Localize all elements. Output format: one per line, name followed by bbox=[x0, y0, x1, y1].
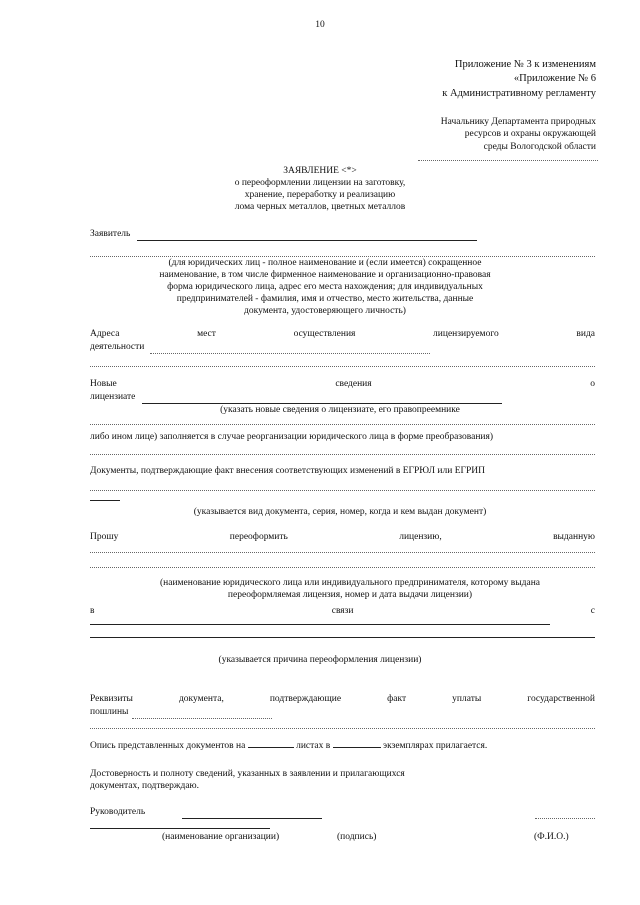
title-line: о переоформлении лицензии на заготовку, bbox=[234, 177, 406, 188]
title-line: лома черных металлов, цветных металлов bbox=[234, 201, 406, 212]
new-info-field-3[interactable] bbox=[90, 454, 595, 455]
word: уплаты bbox=[452, 694, 482, 704]
word: сведения bbox=[335, 379, 372, 389]
word: выданную bbox=[553, 532, 595, 542]
inventory-text: Опись представленных документов на bbox=[90, 741, 246, 751]
head-field[interactable] bbox=[182, 818, 322, 819]
text-line: документах, подтверждаю. bbox=[90, 781, 200, 792]
title-line: хранение, переработку и реализацию bbox=[244, 189, 396, 200]
new-info-row bbox=[90, 379, 595, 390]
head-name-field[interactable] bbox=[535, 818, 595, 819]
appendix-line: к Административному регламенту bbox=[442, 87, 596, 99]
new-info-hint1: (указать новые сведения о лицензиате, его правопреемнике bbox=[220, 405, 460, 415]
addresses-field-2[interactable] bbox=[90, 366, 595, 367]
request-field[interactable] bbox=[90, 552, 595, 553]
payment-row bbox=[90, 694, 595, 705]
appendix-header bbox=[336, 58, 596, 101]
new-info-field[interactable] bbox=[142, 403, 502, 404]
word: вида bbox=[576, 329, 595, 339]
word: связи bbox=[331, 606, 354, 616]
inventory-text: листах в bbox=[296, 741, 331, 751]
org-label: (наименование организации) bbox=[162, 832, 280, 842]
addresses-line2: деятельности bbox=[90, 342, 145, 352]
hint-line: переоформляемая лицензия, номер и дата выдачи лицензии) bbox=[227, 589, 473, 600]
addressee-blank[interactable] bbox=[418, 160, 598, 161]
new-info-line2: лицензиате bbox=[90, 392, 136, 402]
request-hint bbox=[130, 578, 570, 602]
addresses-field[interactable] bbox=[150, 353, 430, 354]
word: лицензируемого bbox=[433, 329, 499, 339]
addressee-line: среды Вологодской области bbox=[483, 141, 596, 152]
title-heading: ЗАЯВЛЕНИЕ <*> bbox=[283, 166, 357, 176]
word: факт bbox=[387, 694, 407, 704]
applicant-label: Заявитель bbox=[90, 229, 131, 239]
hint-line: наименование, в том числе фирменное наименование и организационно-правовая bbox=[159, 269, 491, 280]
hint-line: форма юридического лица, адрес его места нахождения; для индивидуальных bbox=[167, 281, 483, 292]
addressee-line: ресурсов и охраны окружающей bbox=[464, 129, 596, 140]
copies-field[interactable] bbox=[333, 747, 381, 748]
reliability-text bbox=[90, 768, 405, 793]
reason-field[interactable] bbox=[90, 624, 550, 625]
addresses-row bbox=[90, 329, 595, 340]
documents-hint: (указывается вид документа, серия, номер, когда и кем выдан документ) bbox=[193, 507, 487, 517]
sign-label: (подпись) bbox=[337, 832, 377, 842]
reason-field-2[interactable] bbox=[90, 637, 595, 638]
inventory-row bbox=[90, 741, 487, 752]
new-info-hint2: либо ином лице) заполняется в случае реорганизации юридического лица в форме преобразования) bbox=[90, 432, 494, 442]
sheets-field[interactable] bbox=[248, 747, 294, 748]
word: о bbox=[590, 379, 595, 389]
request-field-2[interactable] bbox=[90, 567, 595, 568]
appendix-line: Приложение № 3 к изменениям bbox=[454, 59, 596, 70]
request-reason-row bbox=[90, 606, 595, 617]
word: Новые bbox=[90, 379, 117, 389]
payment-field[interactable] bbox=[132, 718, 272, 719]
word: государственной bbox=[527, 694, 595, 704]
word: переоформить bbox=[229, 532, 288, 542]
page-number: 10 bbox=[315, 20, 325, 30]
text-line: Достоверность и полноту сведений, указанных в заявлении и прилагающихся bbox=[90, 769, 405, 779]
word: документа, bbox=[178, 694, 224, 704]
word: осуществления bbox=[293, 329, 356, 339]
word: в bbox=[90, 606, 95, 616]
payment-line2: пошлины bbox=[90, 707, 129, 717]
payment-field-2[interactable] bbox=[90, 728, 595, 729]
addressee bbox=[356, 116, 596, 153]
hint-line: документа, удостоверяющего личность) bbox=[244, 305, 406, 316]
hint-line: (для юридических лиц - полное наименование и (если имеется) сокращенное bbox=[168, 258, 482, 268]
hint-line: (наименование юридического лица или индивидуального предпринимателя, которому выдана bbox=[160, 578, 540, 588]
fio-label: (Ф.И.О.) bbox=[534, 832, 569, 842]
applicant-field[interactable] bbox=[137, 240, 477, 241]
document-title bbox=[180, 166, 460, 214]
documents-field-2[interactable] bbox=[90, 500, 120, 501]
word: подтверждающие bbox=[269, 694, 342, 704]
word: мест bbox=[197, 329, 216, 339]
hint-line: предпринимателей - фамилия, имя и отчество, место жительства, данные bbox=[176, 293, 474, 304]
documents-label: Документы, подтверждающие факт внесения соответствующих изменений в ЕГРЮЛ или ЕГРИП bbox=[90, 466, 485, 476]
word: Адреса bbox=[90, 329, 120, 339]
appendix-line: «Приложение № 6 bbox=[513, 73, 596, 85]
documents-field[interactable] bbox=[90, 490, 595, 491]
org-field[interactable] bbox=[90, 828, 270, 829]
word: с bbox=[590, 606, 595, 616]
head-label: Руководитель bbox=[90, 807, 146, 817]
request-row bbox=[90, 532, 595, 543]
applicant-field-2[interactable] bbox=[90, 256, 595, 257]
word: Реквизиты bbox=[90, 694, 133, 704]
inventory-text: экземплярах прилагается. bbox=[383, 741, 488, 751]
addressee-line: Начальнику Департамента природных bbox=[440, 117, 596, 127]
word: Прошу bbox=[90, 532, 119, 542]
reason-hint: (указывается причина переоформления лицензии) bbox=[218, 655, 422, 665]
applicant-hint bbox=[140, 258, 510, 317]
new-info-field-2[interactable] bbox=[90, 424, 595, 425]
word: лицензию, bbox=[399, 532, 442, 542]
